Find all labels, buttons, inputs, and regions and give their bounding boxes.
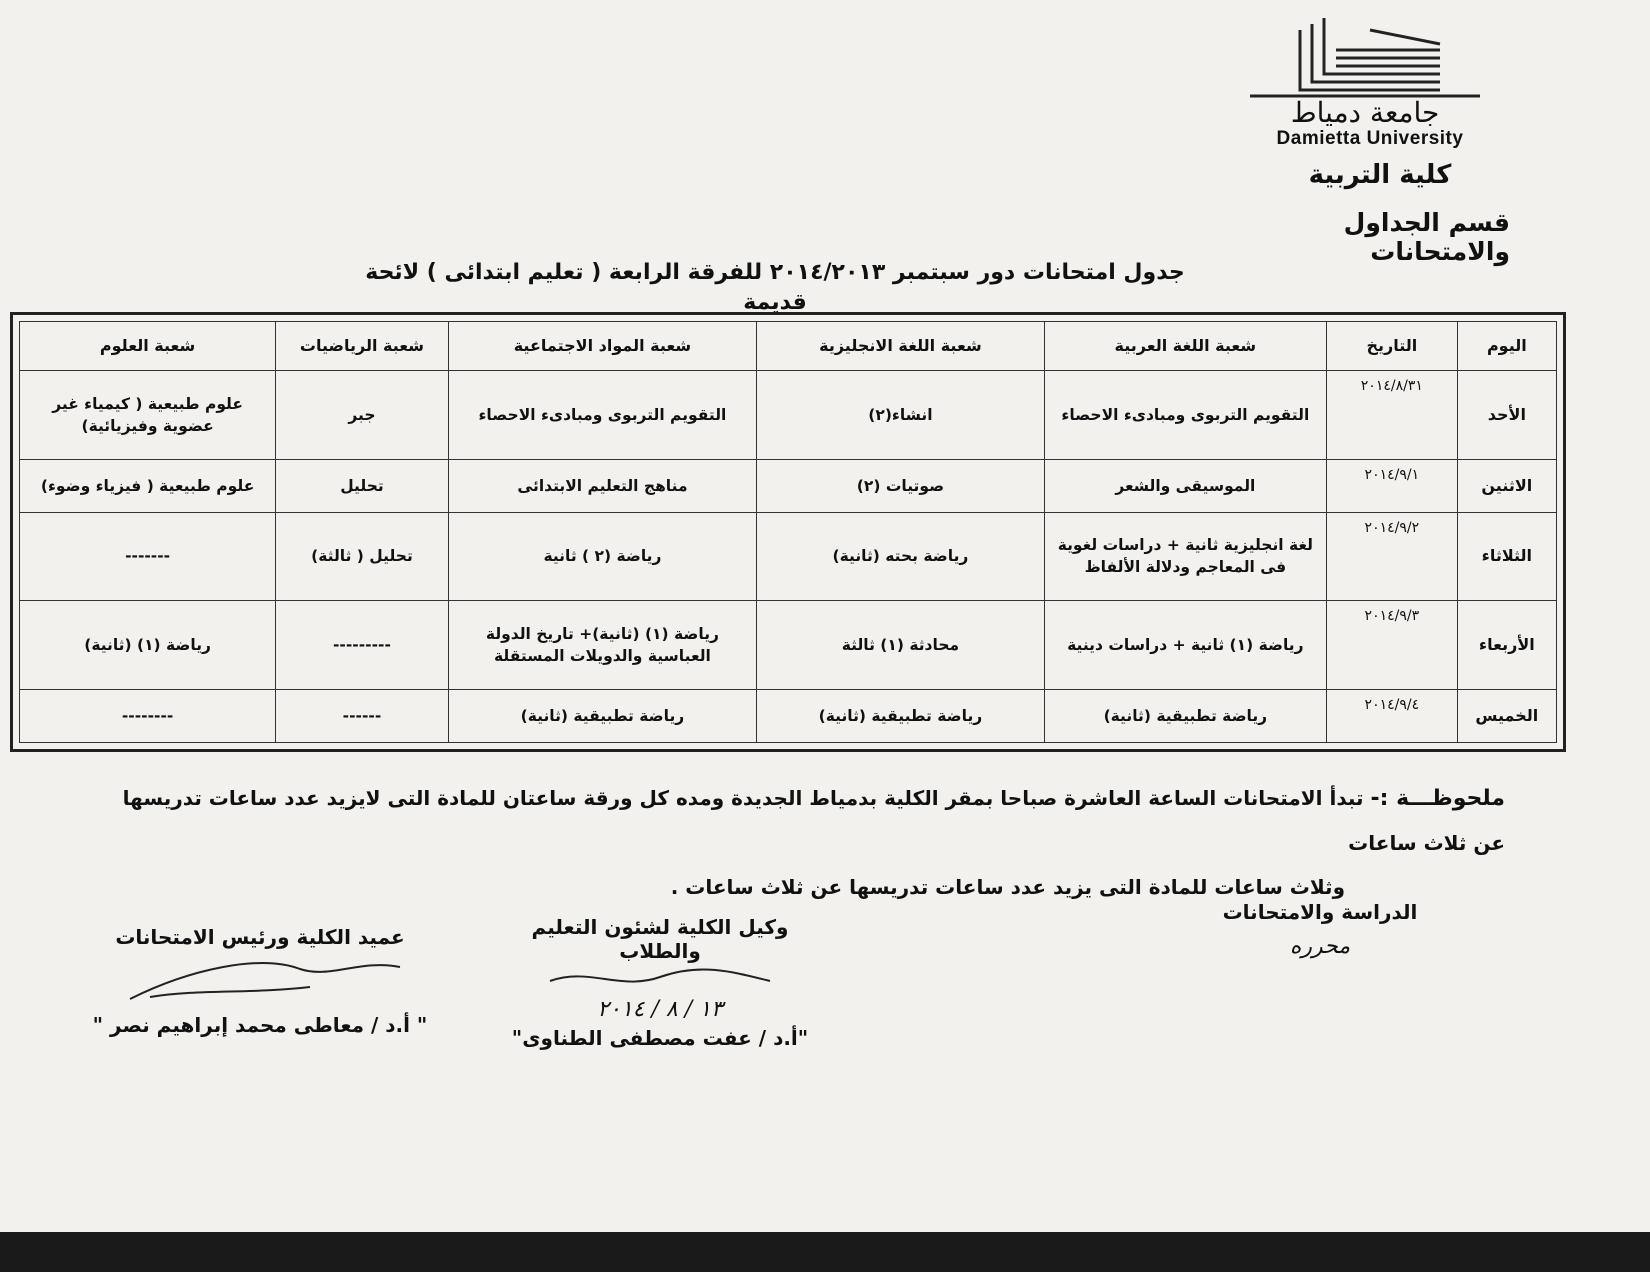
note-line-2: وثلاث ساعات للمادة التى يزيد عدد ساعات تدريسها عن ثلاث ساعات . <box>670 875 1345 899</box>
english-cell: رياضة تطبيقية (ثانية) <box>757 690 1045 743</box>
date-cell: ٢٠١٤/٩/٣ <box>1326 601 1457 690</box>
faculty-name: كلية التربية <box>1308 160 1452 190</box>
date-cell: ٢٠١٤/٩/٤ <box>1326 690 1457 743</box>
math-cell: --------- <box>276 601 449 690</box>
signature-name: " أ.د / معاطى محمد إبراهيم نصر " <box>92 1013 428 1037</box>
university-name-arabic: جامعة دمياط <box>1290 96 1440 129</box>
date-cell: ٢٠١٤/٩/١ <box>1326 459 1457 512</box>
math-cell: تحليل ( ثالثة) <box>276 512 449 601</box>
table-header-row <box>20 322 1557 371</box>
english-cell: صوتيات (٢) <box>757 459 1045 512</box>
day-cell: الأحد <box>1457 371 1556 460</box>
signature-dean <box>90 925 430 1037</box>
english-cell: انشاء(٢) <box>757 371 1045 460</box>
signature-role: عميد الكلية ورئيس الامتحانات <box>115 925 405 949</box>
table-row <box>20 690 1557 743</box>
handwritten-signature-icon <box>110 949 410 1009</box>
table-row <box>20 459 1557 512</box>
table-row <box>20 512 1557 601</box>
arabic-cell: التقويم التربوى ومبادىء الاحصاء <box>1044 371 1326 460</box>
signature-scribble: محرره <box>1289 934 1351 959</box>
arabic-cell: لغة انجليزية ثانية + دراسات لغوية فى المعاجم ودلالة الألفاظ <box>1044 512 1326 601</box>
table-row <box>20 601 1557 690</box>
signature-vice-dean <box>490 915 830 1050</box>
social-cell: مناهج التعليم الابتدائى <box>448 459 756 512</box>
department-name: قسم الجداول والامتحانات <box>1343 208 1510 266</box>
social-cell: رياضة تطبيقية (ثانية) <box>448 690 756 743</box>
math-cell: تحليل <box>276 459 449 512</box>
date-cell: ٢٠١٤/٨/٣١ <box>1326 371 1457 460</box>
day-cell: الثلاثاء <box>1457 512 1556 601</box>
note-line-1 <box>90 776 1505 865</box>
exam-schedule-table <box>10 312 1566 752</box>
signature-date: ١٣ / ٨ / ٢٠١٤ <box>597 997 723 1022</box>
science-cell: -------- <box>20 690 276 743</box>
university-name-english: Damietta University <box>1276 128 1464 149</box>
english-cell: رياضة بحته (ثانية) <box>757 512 1045 601</box>
header-social: شعبة المواد الاجتماعية <box>448 322 756 371</box>
arabic-cell: رياضة تطبيقية (ثانية) <box>1044 690 1326 743</box>
header-day: اليوم <box>1457 322 1556 371</box>
handwritten-signature-icon <box>530 963 790 993</box>
signature-name: "أ.د / عفت مصطفى الطناوى" <box>511 1026 809 1050</box>
header-science: شعبة العلوم <box>20 322 276 371</box>
science-cell: ------- <box>20 512 276 601</box>
day-cell: الاثنين <box>1457 459 1556 512</box>
math-cell: جبر <box>276 371 449 460</box>
science-cell: علوم طبيعية ( فيزياء وضوء) <box>20 459 276 512</box>
header-arabic: شعبة اللغة العربية <box>1044 322 1326 371</box>
arabic-cell: الموسيقى والشعر <box>1044 459 1326 512</box>
social-cell: التقويم التربوى ومبادىء الاحصاء <box>448 371 756 460</box>
table-row <box>20 371 1557 460</box>
scan-border-bar <box>0 1232 1650 1272</box>
signature-studies-exams <box>1200 900 1440 959</box>
signature-role: وكيل الكلية لشئون التعليم والطلاب <box>531 915 789 963</box>
science-cell: علوم طبيعية ( كيمياء غير عضوية وفيزيائية) <box>20 371 276 460</box>
science-cell: رياضة (١) (ثانية) <box>20 601 276 690</box>
social-cell: رياضة (٢ ) ثانية <box>448 512 756 601</box>
arabic-cell: رياضة (١) ثانية + دراسات دينية <box>1044 601 1326 690</box>
header-date: التاريخ <box>1326 322 1457 371</box>
note-block <box>90 776 1505 909</box>
english-cell: محادثة (١) ثالثة <box>757 601 1045 690</box>
document-title: جدول امتحانات دور سبتمبر ٢٠١٤/٢٠١٣ للفرقة الرابعة ( تعليم ابتدائى ) لائحة قديمة <box>365 260 1185 315</box>
math-cell: ------ <box>276 690 449 743</box>
university-logo <box>1240 10 1490 100</box>
date-cell: ٢٠١٤/٩/٢ <box>1326 512 1457 601</box>
note-label: ملحوظـــة :- <box>1370 786 1505 811</box>
header-english: شعبة اللغة الانجليزية <box>757 322 1045 371</box>
signature-role: الدراسة والامتحانات <box>1222 900 1418 924</box>
header-math: شعبة الرياضيات <box>276 322 449 371</box>
day-cell: الأربعاء <box>1457 601 1556 690</box>
social-cell: رياضة (١) (ثانية)+ تاريخ الدولة العباسية والدويلات المستقلة <box>448 601 756 690</box>
note-text-1: تبدأ الامتحانات الساعة العاشرة صباحا بمقر الكلية بدمياط الجديدة ومده كل ورقة ساعتان للمادة التى لايزيد عدد ساعات تدريسها عن ثلاث ساعات <box>122 786 1505 855</box>
day-cell: الخميس <box>1457 690 1556 743</box>
